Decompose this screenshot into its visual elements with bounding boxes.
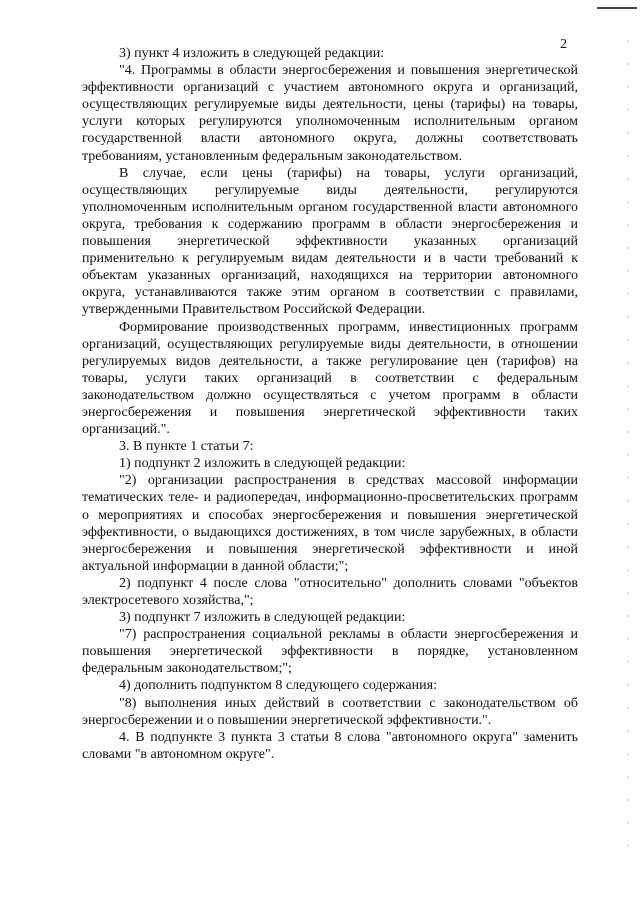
paragraph-subitem-2-text: "2) организации распространения в средствах массовой информации тематических теле- и радиопередач, информационно-просветительских программ о мероприятиях и способах энергосбережения и повышения энергетической эффективности, о выдающихся достижениях, в том числе зарубежных, в области энергосбережения и повышения энергетической эффективности и иной актуальной информации в данной области;"; bbox=[82, 473, 578, 574]
paragraph-subitem-8-text: "8) выполнения иных действий в соответствии с законодательством об энергосбережении и о повышении энергетической эффективности.". bbox=[82, 695, 578, 728]
paragraph-programs-requirements: "4. Программы в области энергосбережения и повышения энергетической эффективности организаций с участием автономного округа и организаций, осуществляющих регулируемые виды деятельности, цены (тарифы) на товары, услуги которых регулируются уполномоченным исполнительным органом государственной власти автономного округа, должны соответствовать требованиям, установленным федеральным законодательством. bbox=[82, 63, 578, 164]
paragraph-article-7-heading: 3. В пункте 1 статьи 7: bbox=[119, 439, 254, 455]
document-body bbox=[82, 45, 578, 763]
scan-corner-mark bbox=[597, 7, 637, 9]
paragraph-production-programs: Формирование производственных программ, инвестиционных программ организаций, осуществляющих регулируемые виды деятельности, в отношении регулируемых видов деятельности, а также регулирование цен (тарифов) на товары, услуги таких организаций в соответствии с федеральным законодательством должно осуществляться с учетом программ в области энергосбережения и повышения энергетической эффективности таких организаций.". bbox=[82, 319, 578, 438]
paragraph-subitem-8-heading: 4) дополнить подпунктом 8 следующего содержания: bbox=[119, 678, 437, 694]
paragraph-article-8-amendment: 4. В подпункте 3 пункта 3 статьи 8 слова "автономного округа" заменить словами "в автономном округе". bbox=[82, 729, 578, 762]
scan-edge-artifact bbox=[627, 40, 629, 860]
page-number: 2 bbox=[560, 37, 567, 52]
paragraph-tariff-regulation: В случае, если цены (тарифы) на товары, услуги организаций, осуществляющих регулируемые виды деятельности, регулируются уполномоченным исполнительным органом государственной власти автономного округа, требования к содержанию программ в области энергосбережения и повышения энергетической эффективности указанных организаций применительно к регулируемым видам деятельности и в части требований к объектам указанных организаций, находящихся на территории автономного округа, устанавливаются также этим органом в соответствии с правилами, утвержденными Правительством Российской Федерации. bbox=[82, 165, 578, 318]
paragraph-subitem-7-text: "7) распространения социальной рекламы в области энергосбережения и повышения энергетической эффективности в порядке, установленном федеральным законодательством;"; bbox=[82, 627, 578, 677]
paragraph-subitem-2-heading: 1) подпункт 2 изложить в следующей редакции: bbox=[119, 456, 406, 472]
paragraph-subitem-4-amendment: 2) подпункт 4 после слова "относительно" дополнить словами "объектов электросетевого хозяйства,"; bbox=[82, 575, 578, 608]
paragraph-subitem-7-heading: 3) подпункт 7 изложить в следующей редакции: bbox=[119, 610, 406, 626]
paragraph-item-3-heading: 3) пункт 4 изложить в следующей редакции: bbox=[119, 46, 385, 61]
